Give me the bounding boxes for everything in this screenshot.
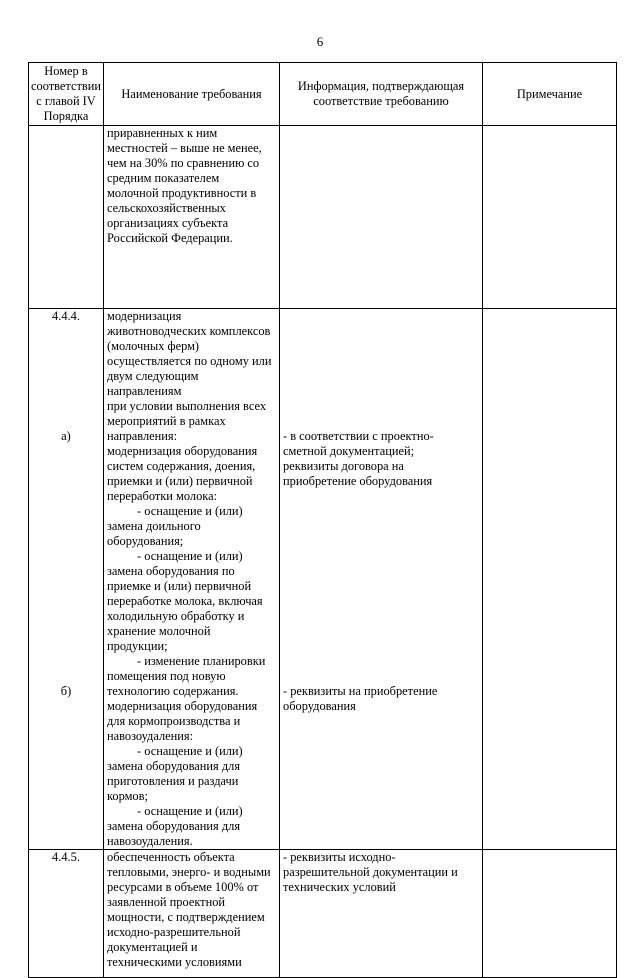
requirement-line: оборудования; bbox=[107, 534, 184, 548]
info-line: приобретение оборудования bbox=[283, 474, 433, 488]
header-number: Номер в соответствии с главой IV Порядка bbox=[29, 63, 104, 126]
subitem-b-label: б) bbox=[60, 684, 72, 698]
requirement-line: систем содержания, доения, bbox=[107, 459, 256, 473]
requirement-line: молочной продуктивности в bbox=[107, 186, 257, 200]
bullet-line: - оснащение и (или) bbox=[137, 549, 243, 563]
requirement-line: направления: bbox=[107, 429, 178, 443]
bullet-line: - оснащение и (или) bbox=[137, 504, 243, 518]
cell-info bbox=[280, 309, 483, 850]
cell-note bbox=[483, 126, 617, 309]
requirement-line: техническими условиями bbox=[107, 955, 242, 969]
info-line: - реквизиты исходно- bbox=[283, 850, 396, 864]
cell-info bbox=[280, 126, 483, 309]
requirement-line: хранение молочной bbox=[107, 624, 211, 638]
page-number: 6 bbox=[316, 34, 324, 49]
requirement-line: навозоудаления: bbox=[107, 729, 194, 743]
requirement-line: кормов; bbox=[107, 789, 148, 803]
requirement-line: для кормопроизводства и bbox=[107, 714, 241, 728]
requirement-line: (молочных ферм) bbox=[107, 339, 200, 353]
requirement-line: мощности, с подтверждением bbox=[107, 910, 265, 924]
requirement-line: технологию содержания. bbox=[107, 684, 239, 698]
requirement-line: замена оборудования для bbox=[107, 759, 241, 773]
info-line: сметной документацией; bbox=[283, 444, 415, 458]
requirement-line: осуществляется по одному или bbox=[107, 354, 272, 368]
cell-requirement bbox=[104, 850, 280, 978]
requirement-line: модернизация оборудования bbox=[107, 444, 258, 458]
info-line: - в соответствии с проектно- bbox=[283, 429, 434, 443]
table-row bbox=[29, 126, 617, 309]
requirements-table bbox=[28, 62, 617, 978]
requirement-line: модернизация bbox=[107, 309, 182, 323]
requirement-line: сельскохозяйственных bbox=[107, 201, 226, 215]
item-number: 4.4.4. bbox=[52, 309, 80, 323]
cell-requirement bbox=[104, 126, 280, 309]
table-row bbox=[29, 850, 617, 978]
info-line: разрешительной документации и bbox=[283, 865, 458, 879]
bullet-line: - оснащение и (или) bbox=[137, 744, 243, 758]
requirement-line: Российской Федерации. bbox=[107, 231, 233, 245]
requirement-line: приемке и (или) первичной bbox=[107, 579, 252, 593]
header-note: Примечание bbox=[483, 63, 617, 126]
requirement-line: животноводческих комплексов bbox=[107, 324, 271, 338]
requirement-line: при условии выполнения всех bbox=[107, 399, 267, 413]
requirement-line: ресурсами в объеме 100% от bbox=[107, 880, 259, 894]
requirement-line: навозоудаления. bbox=[107, 834, 193, 848]
subitem-a-label: а) bbox=[61, 429, 71, 443]
cell-info bbox=[280, 850, 483, 978]
item-number: 4.4.5. bbox=[52, 850, 80, 864]
requirement-line: модернизация оборудования bbox=[107, 699, 258, 713]
requirement-line: замена оборудования по bbox=[107, 564, 235, 578]
cell-note bbox=[483, 850, 617, 978]
requirement-line: приравненных к ним bbox=[107, 126, 218, 140]
requirement-line: чем на 30% по сравнению со bbox=[107, 156, 260, 170]
requirement-line: исходно-разрешительной bbox=[107, 925, 241, 939]
requirement-line: помещения под новую bbox=[107, 669, 226, 683]
cell-requirement bbox=[104, 309, 280, 850]
requirement-line: приготовления и раздачи bbox=[107, 774, 239, 788]
requirement-line: средним показателем bbox=[107, 171, 220, 185]
requirement-line: холодильную обработку и bbox=[107, 609, 245, 623]
requirement-line: организациях субъекта bbox=[107, 216, 229, 230]
info-line: технических условий bbox=[283, 880, 396, 894]
requirement-line: продукции; bbox=[107, 639, 168, 653]
info-line: оборудования bbox=[283, 699, 356, 713]
table-row bbox=[29, 309, 617, 850]
bullet-line: - оснащение и (или) bbox=[137, 804, 243, 818]
requirement-line: замена оборудования для bbox=[107, 819, 241, 833]
header-info: Информация, подтверждающая соответствие требованию bbox=[280, 63, 483, 126]
requirement-line: двум следующим направлениям bbox=[107, 369, 199, 398]
bullet-line: - изменение планировки bbox=[137, 654, 266, 668]
requirement-line: переработке молока, включая bbox=[107, 594, 263, 608]
cell-number bbox=[29, 309, 104, 850]
requirement-line: замена доильного bbox=[107, 519, 201, 533]
requirement-line: документацией и bbox=[107, 940, 198, 954]
cell-note bbox=[483, 309, 617, 850]
info-line: - реквизиты на приобретение bbox=[283, 684, 438, 698]
requirement-line: приемки и (или) первичной bbox=[107, 474, 253, 488]
table-header-row bbox=[29, 63, 617, 126]
cell-number bbox=[29, 850, 104, 978]
cell-number bbox=[29, 126, 104, 309]
info-line: реквизиты договора на bbox=[283, 459, 404, 473]
requirement-line: обеспеченность объекта bbox=[107, 850, 235, 864]
requirement-line: мероприятий в рамках bbox=[107, 414, 226, 428]
requirement-line: переработки молока: bbox=[107, 489, 218, 503]
header-requirement: Наименование требования bbox=[104, 63, 280, 126]
requirement-line: местностей – выше не менее, bbox=[107, 141, 262, 155]
requirement-line: тепловыми, энерго- и водными bbox=[107, 865, 271, 879]
requirement-line: заявленной проектной bbox=[107, 895, 226, 909]
